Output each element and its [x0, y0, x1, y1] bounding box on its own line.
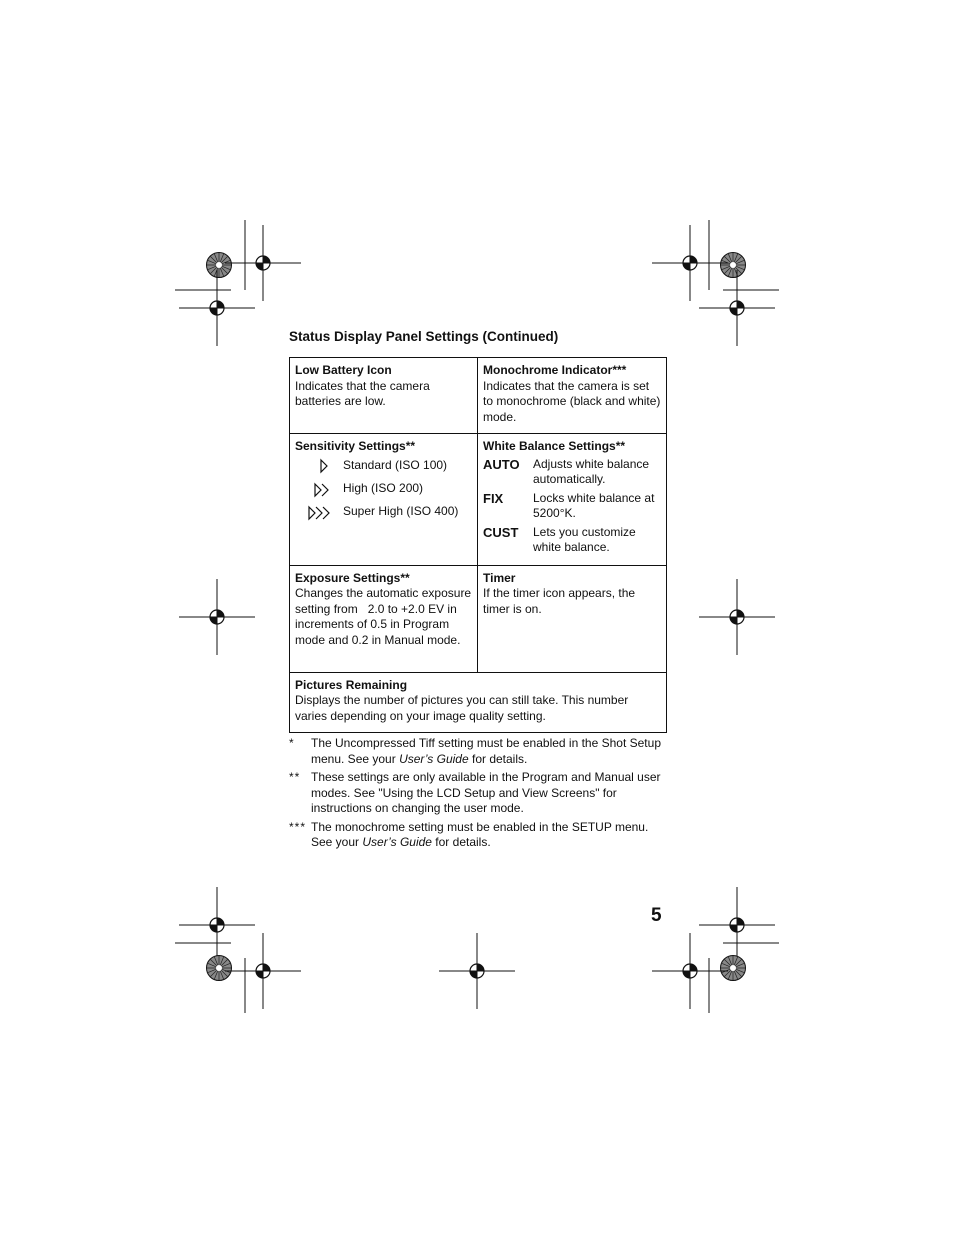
monochrome-heading: Monochrome Indicator***: [483, 363, 627, 377]
white-balance-cell: [478, 434, 667, 566]
white-balance-code: AUTO: [483, 456, 520, 472]
footnote: [289, 736, 669, 767]
sensitivity-label: Standard (ISO 100): [343, 457, 448, 472]
page-number: 5: [651, 905, 662, 926]
footnote-text: The Uncompressed Tiff setting must be enabled in the Shot Setup menu. See your User’s Guide for details.: [311, 736, 661, 766]
double-arrow-icon: [295, 481, 343, 499]
monochrome-text: Indicates that the camera is set to monochrome (black and white) mode.: [483, 378, 661, 424]
pictures-remaining-text: Displays the number of pictures you can still take. This number varies depending on your image quality setting.: [295, 693, 629, 723]
single-arrow-icon: [295, 458, 343, 476]
timer-heading: Timer: [483, 570, 516, 585]
white-balance-item: [483, 525, 661, 556]
settings-table: [289, 357, 667, 733]
sensitivity-cell: [290, 434, 478, 566]
footnote: [289, 770, 669, 817]
low-battery-heading: Low Battery Icon: [295, 363, 392, 377]
timer-text: If the timer icon appears, the timer is on.: [483, 586, 636, 616]
footnote-text: These settings are only available in the Program and Manual user modes. See "Using the LCD Setup and View Screens" for instructions on changing the user mode.: [311, 770, 661, 815]
exposure-cell: [290, 565, 478, 672]
monochrome-cell: [478, 358, 667, 434]
white-balance-text: Locks white balance at 5200°K.: [533, 490, 655, 520]
footnote-mark: ***: [289, 819, 307, 834]
footnote-text: The monochrome setting must be enabled in the SETUP menu. See your User’s Guide for details.: [311, 819, 649, 849]
white-balance-heading: White Balance Settings**: [483, 439, 626, 453]
white-balance-code: CUST: [483, 524, 519, 540]
footnote: [289, 820, 669, 851]
sensitivity-item: [295, 504, 472, 522]
timer-cell: [478, 565, 667, 672]
sensitivity-item: [295, 458, 472, 476]
footnote-mark: **: [289, 770, 301, 784]
sensitivity-label: Super High (ISO 400): [343, 503, 459, 518]
white-balance-text: Lets you customize white balance.: [533, 524, 636, 554]
white-balance-item: [483, 491, 661, 522]
triple-arrow-icon: [295, 504, 343, 522]
white-balance-code: FIX: [483, 490, 504, 506]
pictures-remaining-heading: Pictures Remaining: [295, 677, 408, 692]
sensitivity-label: High (ISO 200): [343, 480, 424, 495]
low-battery-cell: [290, 358, 478, 434]
low-battery-text: Indicates that the camera batteries are low.: [295, 378, 430, 408]
footnote-mark: *: [289, 736, 295, 750]
white-balance-item: [483, 457, 661, 488]
footnotes: [289, 736, 669, 854]
pictures-remaining-cell: [290, 672, 667, 732]
white-balance-text: Adjusts white balance automatically.: [533, 456, 650, 486]
exposure-heading: Exposure Settings**: [295, 570, 410, 585]
exposure-text: Changes the automatic exposure setting from 2.0 to +2.0 EV in increments of 0.5 in Program mode and 0.2 in Manual mode.: [295, 586, 475, 647]
sensitivity-heading: Sensitivity Settings**: [295, 439, 416, 453]
sensitivity-item: [295, 481, 472, 499]
page-title: Status Display Panel Settings (Continued): [289, 329, 559, 344]
